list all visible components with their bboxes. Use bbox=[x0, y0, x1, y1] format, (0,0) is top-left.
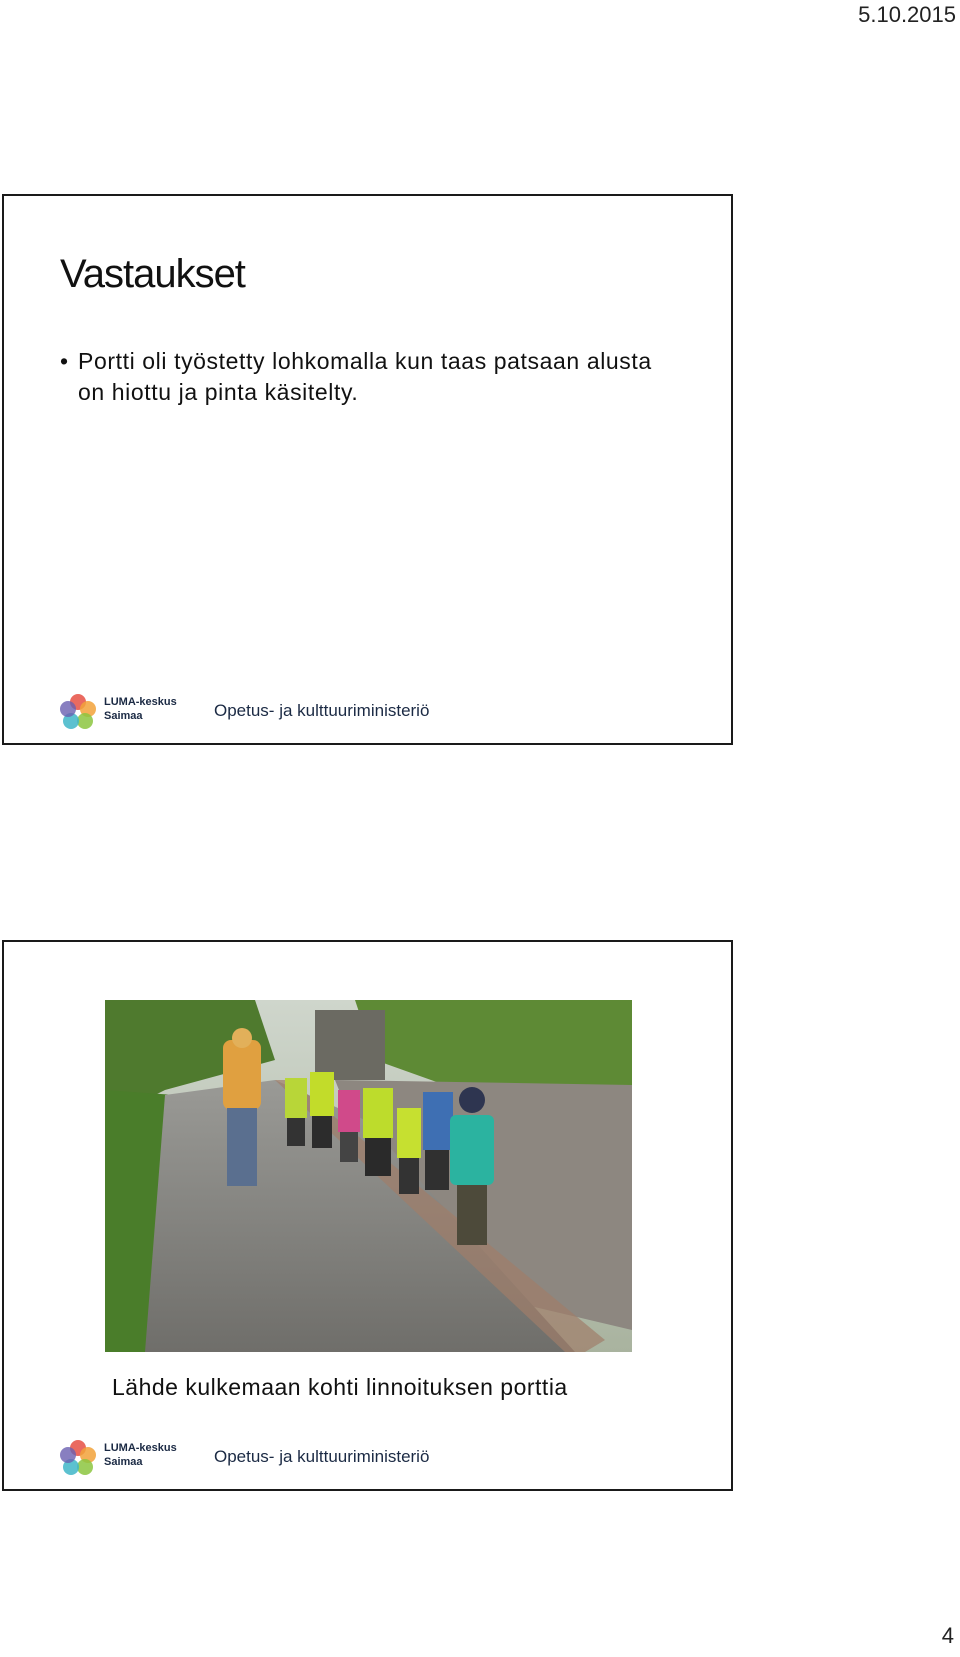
bullet-item bbox=[60, 346, 660, 408]
children-walking-photo bbox=[105, 1000, 632, 1352]
slide-photo bbox=[2, 940, 733, 1491]
luma-logo-text bbox=[104, 695, 177, 723]
slide-vastaukset bbox=[2, 194, 733, 745]
slide-footer bbox=[60, 691, 440, 733]
luma-location: Saimaa bbox=[104, 710, 143, 722]
slide-title: Vastaukset bbox=[60, 252, 245, 296]
luma-name: LUMA-keskus bbox=[104, 1442, 177, 1454]
ministry-logo-text: Opetus- ja kulttuuriministeriö bbox=[214, 1447, 430, 1466]
luma-name: LUMA-keskus bbox=[104, 696, 177, 708]
luma-location: Saimaa bbox=[104, 1456, 143, 1468]
ministry-logo-text: Opetus- ja kulttuuriministeriö bbox=[214, 701, 430, 720]
bullet-text: Portti oli työstetty lohkomalla kun taas patsaan alusta on hiottu ja pinta käsitelty. bbox=[78, 348, 652, 405]
page-number: 4 bbox=[941, 1623, 954, 1648]
luma-flower-logo-icon bbox=[60, 693, 96, 731]
luma-flower-logo-icon bbox=[60, 1439, 96, 1477]
bullet-dot-icon: • bbox=[60, 348, 69, 374]
photo-caption: Lähde kulkemaan kohti linnoituksen porttia bbox=[112, 1374, 568, 1400]
document-date: 5.10.2015 bbox=[858, 2, 956, 27]
luma-logo-text bbox=[104, 1441, 177, 1469]
slide-footer bbox=[60, 1437, 440, 1479]
